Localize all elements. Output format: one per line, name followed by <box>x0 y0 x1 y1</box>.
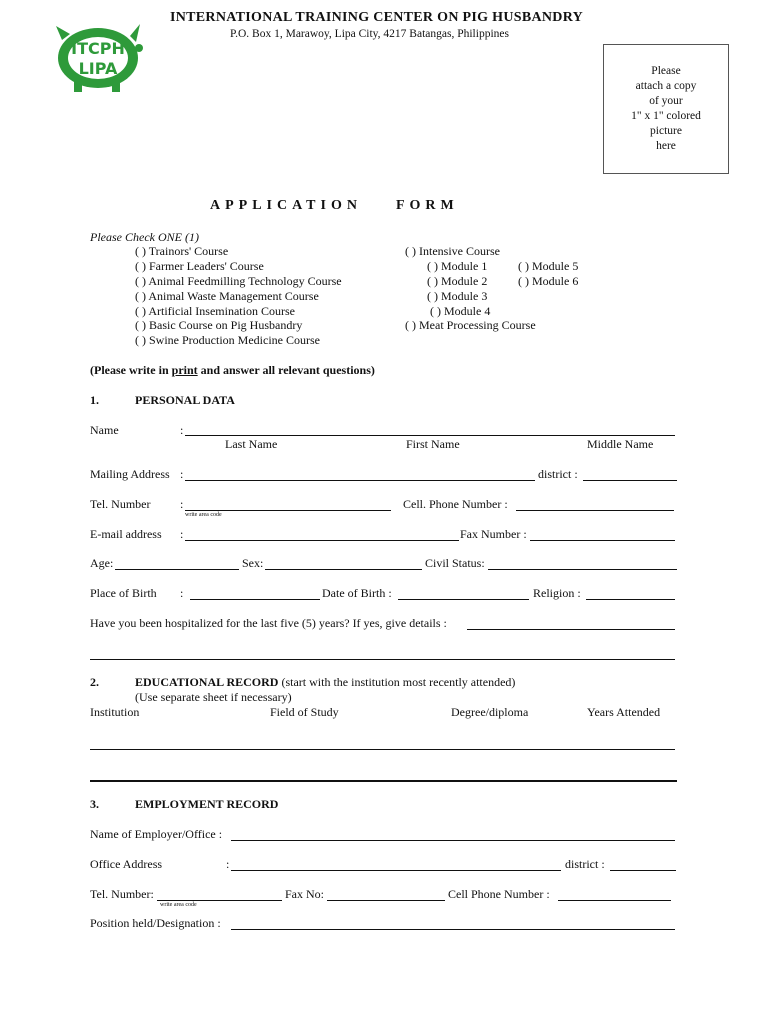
section-title: EMPLOYMENT RECORD <box>135 797 279 811</box>
colon: : <box>180 423 184 437</box>
employer-field[interactable] <box>231 840 675 841</box>
hospitalization-details-line[interactable] <box>90 659 675 660</box>
civil-status-field[interactable] <box>488 569 677 570</box>
photo-box-line: Please <box>651 65 681 77</box>
education-entry-line[interactable] <box>90 749 675 750</box>
mailing-address-field[interactable] <box>185 480 535 481</box>
colon: : <box>180 586 184 600</box>
hospitalization-question: Have you been hospitalized for the last five (5) years? If yes, give details : <box>90 616 447 630</box>
section-title: EDUCATIONAL RECORD <box>135 675 279 689</box>
note-emphasis: print <box>171 363 198 377</box>
employer-label: Name of Employer/Office : <box>90 827 223 841</box>
module-option[interactable]: ( ) Module 6 <box>518 274 579 288</box>
colon: : <box>226 857 230 871</box>
logo-graphic <box>52 16 144 96</box>
photo-box-line: picture <box>650 125 682 137</box>
colon: : <box>180 527 184 541</box>
office-district-label: district : <box>565 857 605 871</box>
email-label: E-mail address <box>90 527 162 541</box>
section-sub-note: (Use separate sheet if necessary) <box>135 690 292 704</box>
module-option[interactable]: ( ) Module 3 <box>427 289 488 303</box>
column-header-years: Years Attended <box>587 705 661 719</box>
logo-text-bottom: LIPA <box>78 59 118 78</box>
logo-text-top: ITCPH <box>71 39 125 58</box>
office-address-field[interactable] <box>231 870 561 871</box>
itcph-logo <box>52 16 144 96</box>
office-tel-field[interactable] <box>157 900 282 901</box>
course-option[interactable]: ( ) Basic Course on Pig Husbandry <box>135 318 303 332</box>
office-cell-label: Cell Phone Number : <box>448 887 550 901</box>
course-instruction: Please Check ONE (1) <box>90 230 199 244</box>
note-text: and answer all relevant questions) <box>197 363 375 377</box>
section-number: 1. <box>90 393 99 407</box>
date-of-birth-field[interactable] <box>398 599 529 600</box>
module-option[interactable]: ( ) Module 1 <box>427 259 488 273</box>
position-label: Position held/Designation : <box>90 916 221 930</box>
colon: : <box>180 467 184 481</box>
email-field[interactable] <box>185 540 459 541</box>
office-address-label: Office Address <box>90 857 163 871</box>
office-tel-label: Tel. Number: <box>90 887 154 901</box>
module-option[interactable]: ( ) Module 2 <box>427 274 488 288</box>
course-option[interactable]: ( ) Animal Feedmilling Technology Course <box>135 274 342 288</box>
course-option-meat[interactable]: ( ) Meat Processing Course <box>405 318 536 332</box>
age-label: Age: <box>90 556 114 570</box>
date-of-birth-label: Date of Birth : <box>322 586 392 600</box>
form-title: APPLICATION FORM <box>210 198 459 213</box>
print-note <box>90 363 375 378</box>
tel-number-field[interactable] <box>185 510 391 511</box>
column-header-institution: Institution <box>90 705 140 719</box>
course-option[interactable]: ( ) Swine Production Medicine Course <box>135 333 320 347</box>
photo-box-line: 1" x 1" colored <box>631 110 701 122</box>
section-title: PERSONAL DATA <box>135 393 235 407</box>
civil-status-label: Civil Status: <box>425 556 485 570</box>
photo-box-line: of your <box>649 95 683 107</box>
middle-name-caption: Middle Name <box>587 437 654 451</box>
fax-number-label: Fax Number : <box>460 527 527 541</box>
column-header-field: Field of Study <box>270 705 339 719</box>
org-title: INTERNATIONAL TRAINING CENTER ON PIG HUSBANDRY <box>170 10 584 25</box>
cell-phone-label: Cell. Phone Number : <box>403 497 508 511</box>
org-address: P.O. Box 1, Marawoy, Lipa City, 4217 Batangas, Philippines <box>230 28 509 40</box>
section-divider <box>90 780 677 782</box>
photo-box-line: attach a copy <box>635 80 697 92</box>
sex-label: Sex: <box>242 556 264 570</box>
module-option[interactable]: ( ) Module 5 <box>518 259 579 273</box>
mailing-address-label: Mailing Address <box>90 467 170 481</box>
first-name-caption: First Name <box>406 437 460 451</box>
district-field[interactable] <box>583 480 677 481</box>
religion-label: Religion : <box>533 586 581 600</box>
age-field[interactable] <box>115 569 239 570</box>
photo-attachment-box <box>603 44 729 174</box>
course-option[interactable]: ( ) Animal Waste Management Course <box>135 289 319 303</box>
last-name-caption: Last Name <box>225 437 278 451</box>
office-area-code-hint: write area code <box>160 902 197 908</box>
module-option[interactable]: ( ) Module 4 <box>430 304 491 318</box>
course-option[interactable]: ( ) Artificial Insemination Course <box>135 304 295 318</box>
district-label: district : <box>538 467 578 481</box>
cell-phone-field[interactable] <box>516 510 674 511</box>
photo-box-line: here <box>656 140 676 152</box>
section-number: 3. <box>90 797 99 811</box>
tel-number-label: Tel. Number <box>90 497 151 511</box>
name-label: Name <box>90 423 119 437</box>
office-fax-field[interactable] <box>327 900 445 901</box>
course-option[interactable]: ( ) Trainors' Course <box>135 244 229 258</box>
sex-field[interactable] <box>265 569 422 570</box>
section-heading <box>135 675 515 690</box>
area-code-hint: write area code <box>185 512 222 518</box>
name-field[interactable] <box>185 435 675 436</box>
religion-field[interactable] <box>586 599 675 600</box>
fax-number-field[interactable] <box>530 540 675 541</box>
hospitalization-details-field[interactable] <box>467 629 675 630</box>
position-field[interactable] <box>231 929 675 930</box>
section-number: 2. <box>90 675 99 689</box>
office-cell-field[interactable] <box>558 900 671 901</box>
note-text: (Please write in <box>90 363 172 377</box>
course-option[interactable]: ( ) Farmer Leaders' Course <box>135 259 264 273</box>
column-header-degree: Degree/diploma <box>451 705 529 719</box>
section-title-note: (start with the institution most recently attended) <box>281 675 516 689</box>
course-option-intensive[interactable]: ( ) Intensive Course <box>405 244 500 258</box>
place-of-birth-field[interactable] <box>190 599 320 600</box>
office-fax-label: Fax No: <box>285 887 324 901</box>
place-of-birth-label: Place of Birth <box>90 586 157 600</box>
office-district-field[interactable] <box>610 870 676 871</box>
colon: : <box>180 497 184 511</box>
